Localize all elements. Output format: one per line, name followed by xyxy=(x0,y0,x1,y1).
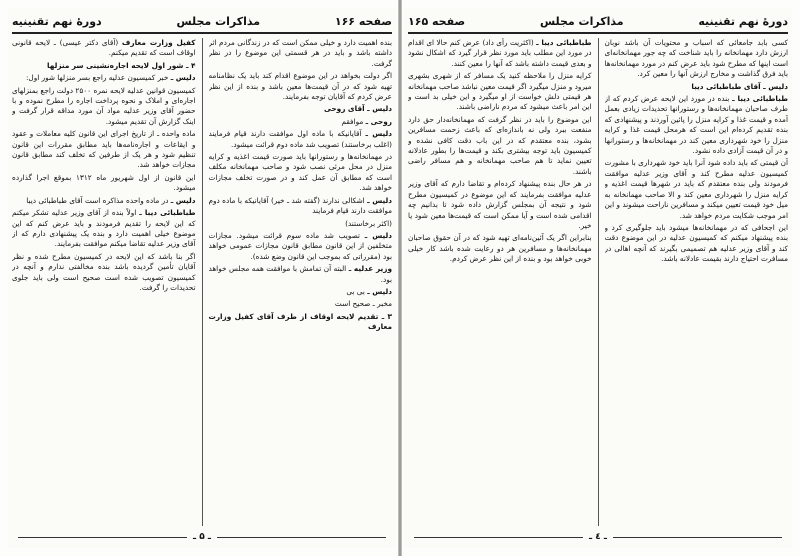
paragraph xyxy=(12,208,196,250)
paragraph xyxy=(408,115,592,177)
paragraph xyxy=(408,233,592,264)
speaker-name: ۴ ـ شور اول لایحه اجاره‌نشینی سر منزلها xyxy=(47,60,196,70)
paragraph xyxy=(209,231,393,262)
speech-text: بنابراین اگر یک آئین‌نامه‌ای تهیه شود که در آن حقوق صاحبان مهمانخانه‌ها و مسافرین هر دو رعایت شده باشد کار خیلی خوبی خواهد بود و بنده از این نظر عرض کردم. xyxy=(408,233,592,264)
left-page-column-right xyxy=(209,38,393,526)
right-page-column-right xyxy=(605,38,789,526)
paragraph xyxy=(209,104,393,114)
speech-text: البته آن تمامش با موافقت همه مجلس خواهد بود. xyxy=(208,264,392,284)
speaker-name: دلیس ـ xyxy=(367,286,392,296)
footer-rule xyxy=(18,537,187,538)
page-number: صفحه ۱۶۵ xyxy=(408,14,466,28)
paragraph xyxy=(408,179,592,231)
paragraph xyxy=(209,264,393,285)
speaker-name: دلیس ـ xyxy=(365,129,392,139)
speech-text: آن قیمتی که باید داده شود آنرا باید خود شهرداری با مشورت کمیسیون عدلیه مطرح کند و آقای وزیر عدلیه موافقت فرمودند ولی بنده معتقدم که باید در شهرها قیمت اغذیه و کرایه منزل را شهرداری معین کند و الا صاحب مهمانخانه به میل خود قیمت تعیین میکند و مسافرین ناراحت میشوند و این امر موجب شکایت مردم خواهد شد. xyxy=(604,158,788,220)
paragraph xyxy=(12,129,196,171)
paragraph xyxy=(12,38,196,59)
paragraph xyxy=(12,61,196,71)
book-gutter xyxy=(398,0,402,556)
page-number: صفحه ۱۶۶ xyxy=(334,14,392,28)
paragraph xyxy=(605,82,789,92)
speech-text: کرایه منزل را ملاحظه کنید یک مسافر که از شهری بشهری میرود و منزل میگیرد اگر قیمت معین نباشد صاحب مهمانخانه هر قیمتی دلش خواست از او میگیرد و این خیلی بد است و این امر باعث میشود که مردم ناراضی باشند. xyxy=(408,71,592,112)
speech-text: این موضوع را باید در نظر گرفت که مهمانخانه‌دار حق دارد منفعت ببرد ولی نه باندازه‌ای که باعث زحمت مسافرین بشود، بنده معتقدم که در این باب دقت کافی نشده و کمیسیون باید توجه بیشتری بکند و قیمت‌ها را بطور عادلانه تعیین نماید تا هم صاحب مهمانخانه و هم مسافر راضی باشند. xyxy=(408,114,592,176)
speaker-name: دلیس ـ xyxy=(170,73,196,83)
paragraph xyxy=(408,38,592,69)
session-label: دورهٔ نهم تقنینیه xyxy=(698,14,788,28)
speech-text: بنده در مورد این لایحه عرض کردم که از طرف صاحبان مهمانخانه‌ها و رستورانها تحدیدات زیادی بعمل آمده و قیمت غذا و کرایه منزل را پائین آوردند و پیشنهادی که بنده تقدیم کرده‌ام این است که هرمحل قیمت غذا و کرایه منزل را خود شهرداری معین کند در مهمانخانه‌ها و رستورانها و در آن قیمت آزادی داده نشود. xyxy=(604,94,788,156)
speech-text: بنده اهمیت دارد و خیلی ممکن است که در زندگانی مردم اثر داشته باشد و باید در هر قسمتی این موضوع را در نظر گرفت. xyxy=(208,38,392,68)
left-page xyxy=(8,8,396,548)
speech-text: تصویب شد ماده سوم قرائت میشود. مجازات متخلفین از این قانون مطابق قانون مجازات عمومی خواهد بود (مقرراتی که بموجب این قانون وضع شده). xyxy=(208,230,392,261)
speaker-name: دلیس ـ xyxy=(364,230,392,240)
speech-text: (اکثریت رأی داد) عرض کنم حالا ای اقدام در مورد این مطلب باید مورد نظر قرار گیرد که اشکال نشود و بعدی قیمت داشته باشد که آنها را معین کنند. xyxy=(408,38,592,68)
paragraph xyxy=(209,152,393,194)
speaker-name: ۳ ـ تقدیم لایحه اوقاف از طرف آقای کفیل وزارت معارف xyxy=(208,311,392,332)
speech-text: (آقای دکتر عیسی) ـ لایحه قانونی اوقاف است که تقدیم میکنم. xyxy=(12,38,196,58)
speaker-name: دلیس ـ آقای روحی xyxy=(324,104,392,114)
speaker-name: دلیس ـ xyxy=(367,195,392,205)
speech-text: این اجحافی که در مهمانخانه‌ها میشود باید جلوگیری کرد و بنده پیشنهاد میکنم که کمیسیون عدلیه در این موضوع دقت کند و آقای وزیر عدلیه هم تصمیمی بگیرند که آنچه اهالی در مسافرت احتیاج دارند بقیمت عادلانه باشد. xyxy=(604,222,788,264)
right-page-header xyxy=(408,10,788,34)
paragraph xyxy=(209,129,393,150)
paragraph xyxy=(209,287,393,297)
paragraph xyxy=(605,223,789,265)
footer-rule xyxy=(414,537,583,538)
speaker-name: دلیس ـ آقای طباطبائی دیبا xyxy=(691,81,788,91)
speaker-name: روحی ـ xyxy=(365,116,392,126)
left-page-header xyxy=(12,10,392,34)
paragraph xyxy=(408,71,592,113)
paragraph xyxy=(12,252,196,294)
paragraph xyxy=(12,86,196,128)
speech-text: آقایانیکه با ماده اول موافقت دارند قیام فرمایند (اغلب برخاستند) تصویب شد ماده دوم قرائت میشود. xyxy=(208,129,392,149)
paragraph xyxy=(209,219,393,229)
speech-text: (اکثر برخاستند) xyxy=(345,218,392,228)
speech-text: کمیسیون قوانین عدلیه لایحه نمره ۲۵۰۰ دولت راجع بمنزلهای اجاره‌ای و املاک و نحوه پرداخت اجاره را مطرح نموده و با حضور آقای وزیر عدلیه مواد آن مورد مداقه قرار گرفت و اینک گزارش آن تقدیم میشود. xyxy=(12,85,196,126)
column-divider xyxy=(598,38,599,526)
left-page-columns xyxy=(12,38,392,526)
paragraph xyxy=(209,299,393,309)
speech-text: این قانون از اول شهریور ماه ۱۳۱۲ بموقع اجرا گذارده میشود. xyxy=(12,172,196,193)
speech-text: خبر کمیسیون عدلیه راجع بسر منزلها شور اول: xyxy=(25,73,169,83)
right-page-footer xyxy=(408,530,788,544)
paragraph xyxy=(209,38,393,69)
speech-text: بی بی xyxy=(346,286,365,296)
speech-text: کسی بابد جامعائی که اسباب و محتویات آن باشد نوبان ارزش دارد مهمانخانه را باید شناخت که چه جور مهمانخانه‌ای است اینها که مطرح شود باید عرض کنم در مورد مهمانخانه‌ها باید فرق گذاشت و مخارج ارزش آنها را معین کرد. xyxy=(604,38,788,79)
folio-number: ـ ۵ ـ xyxy=(193,532,211,542)
speech-text: اگر دولت بخواهد در این موضوع اقدام کند باید یک نظامنامه تهیه شود که در آن قیمت‌ها معین باشد و بنده از این نظر عرض کردم که آقایان توجه بفرمایند. xyxy=(208,71,392,102)
paragraph xyxy=(209,117,393,127)
speaker-name: وزیر عدلیه ـ xyxy=(348,264,392,274)
page-title: مذاکرات مجلس xyxy=(176,14,261,28)
speech-text: اولاً بنده از آقای وزیر عدلیه تشکر میکنم که این لایحه را تقدیم فرمودند و باید عرض کنم که این موضوع خیلی اهمیت دارد و بنده یک پیشنهادی دارم که از آقای وزیر عدلیه تقاضا میکنم موافقت بفرمایند. xyxy=(12,208,196,249)
right-page-column-left xyxy=(408,38,592,526)
speaker-name: دلیس ـ xyxy=(170,195,196,205)
footer-rule xyxy=(217,537,386,538)
column-divider xyxy=(202,38,203,526)
speech-text: در ماده واحده مذاکره است آقای طباطبائی دیبا xyxy=(26,195,169,205)
speaker-name: طباطبائی دیبا ـ xyxy=(139,208,196,218)
paragraph xyxy=(209,196,393,217)
paragraph xyxy=(209,71,393,102)
paragraph xyxy=(605,94,789,156)
speech-text: در مهمانخانه‌ها و رستورانها باید صورت قیمت اغذیه و کرایه منزل در محل مرئی نصب شود و صاحب مهمانخانه مکلف است که مطابق آن عمل کند و در صورت تخلف مجازات خواهد شد. xyxy=(208,152,392,193)
left-page-footer xyxy=(12,530,392,544)
paragraph xyxy=(12,196,196,206)
speech-text: مخبر ـ صحیح است xyxy=(334,299,392,309)
speech-text: اشکالی ندارند (گفته شد ـ خیر) آقایانیکه با ماده دوم موافقت دارند قیام فرمایند xyxy=(208,195,392,216)
speech-text: موافقم xyxy=(341,116,364,126)
folio-number: ـ ٤ ـ xyxy=(589,532,607,542)
speech-text: ماده واحده ـ از تاریخ اجرای این قانون کلیه معاملات و عقود و ایقاعات و اجاره‌نامه‌ها باید مطابق مقررات این قانون تنظیم شود و هر یک از طرفین که تخلف کند مطابق قانون مجازات خواهد شد. xyxy=(12,129,196,170)
paragraph xyxy=(12,73,196,83)
paragraph xyxy=(209,312,393,333)
speaker-name: طباطبائی دیبا ـ xyxy=(732,94,788,104)
paragraph xyxy=(605,38,789,80)
speech-text: در هر حال بنده پیشنهاد کرده‌ام و تقاضا دارم که آقای وزیر عدلیه موافقت بفرمایند که این موضوع در کمیسیون مطرح شود و نتیجه آن بمجلس گزارش داده شود تا بدانیم چه اقدامی شده است و آیا ممکن است که قیمت‌ها معین شود یا خیر. xyxy=(408,179,592,230)
page-title: مذاکرات مجلس xyxy=(539,14,624,28)
left-page-column-left xyxy=(12,38,196,526)
session-label: دورهٔ نهم تقنینیه xyxy=(12,14,102,28)
right-page-columns xyxy=(408,38,788,526)
right-page xyxy=(404,8,792,548)
footer-rule xyxy=(613,537,782,538)
paragraph xyxy=(12,173,196,194)
speaker-name: کفیل وزارت معارف xyxy=(121,38,196,47)
paragraph xyxy=(605,158,789,220)
speaker-name: طباطبائی دیبا ـ xyxy=(536,38,592,47)
speech-text: اگر بنا باشد که این لایحه در کمیسیون مطرح شده و نظر آقایان تأمین گردیده باشد بنده مخالفتی ندارم و آنچه در کمیسیون تصویب شده است صحیح است ولی باید جلوی تحدیدات را گرفت. xyxy=(12,251,196,292)
